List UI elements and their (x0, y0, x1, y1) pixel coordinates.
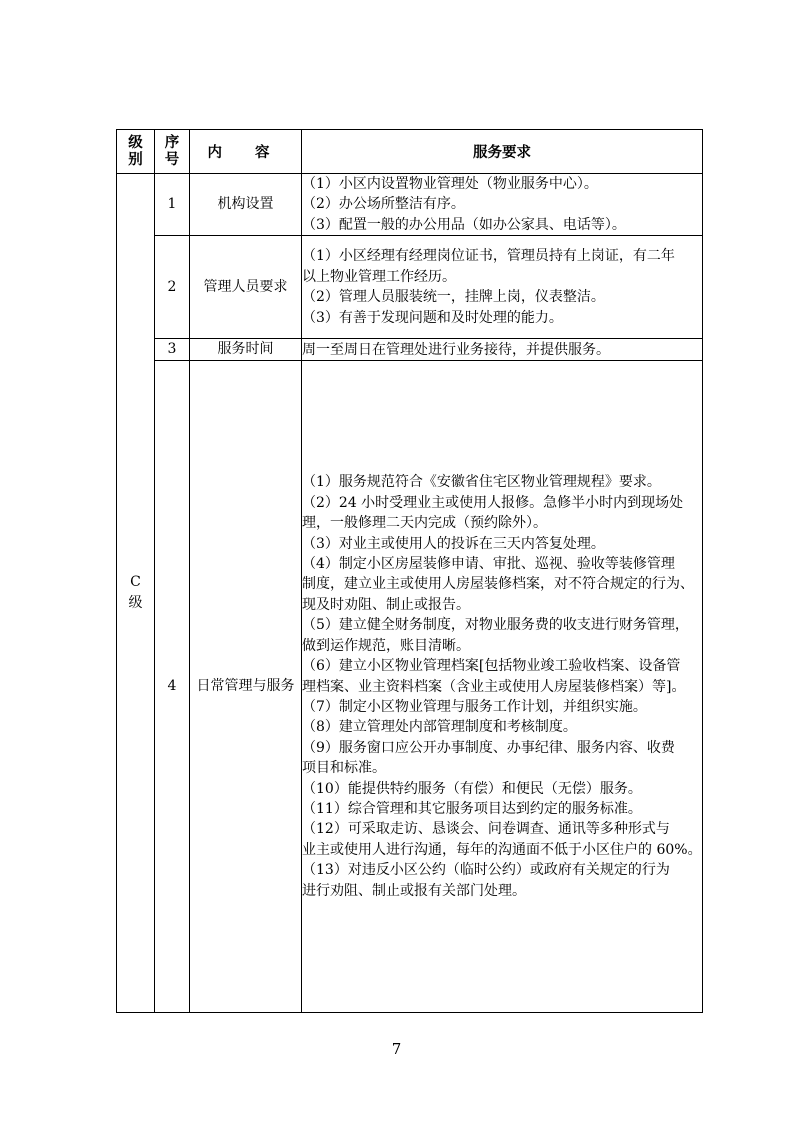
header-grade: 级别 (117, 130, 155, 174)
row-requirement (302, 339, 703, 361)
table-row (117, 339, 703, 361)
requirement-line: （5）建立健全财务制度，对物业服务费的收支进行财务管理， (302, 617, 689, 634)
header-requirement: 服务要求 (302, 130, 703, 174)
row-number: 4 (155, 361, 190, 1013)
requirement-line: 现及时劝阻、制止或报告。 (302, 596, 470, 613)
requirement-line: （9）服务窗口应公开办事制度、办事纪律、服务内容、收费 (302, 739, 675, 756)
requirement-line: 做到运作规范，账目清晰。 (302, 637, 470, 654)
row-requirement (302, 361, 703, 1013)
row-item: 日常管理与服务 (190, 361, 302, 1013)
grade-cell: C级 (117, 174, 155, 1013)
requirement-line: 进行劝阻、制止或报有关部门处理。 (302, 882, 526, 899)
requirement-line: （11）综合管理和其它服务项目达到约定的服务标准。 (302, 800, 642, 817)
requirement-line: （8）建立管理处内部管理制度和考核制度。 (302, 719, 577, 736)
requirement-line: （3）配置一般的办公用品（如办公家具、电话等）。 (302, 216, 626, 233)
table-row (117, 361, 703, 1013)
row-number: 2 (155, 236, 190, 339)
requirement-line: 周一至周日在管理处进行业务接待，并提供服务。 (302, 341, 610, 358)
row-item: 机构设置 (190, 174, 302, 236)
service-standard-table (116, 129, 703, 1013)
requirement-line: （2）办公场所整洁有序。 (302, 196, 465, 213)
page-number: 7 (391, 1040, 402, 1058)
requirement-line: （1）小区内设置物业管理处（物业服务中心）。 (302, 176, 598, 192)
requirement-line: （6）建立小区物业管理档案[包括物业竣工验收档案、设备管 (302, 658, 681, 675)
requirement-line: （3）有善于发现问题和及时处理的能力。 (302, 309, 563, 326)
requirement-line: （1）小区经理有经理岗位证书，管理员持有上岗证，有二年 (302, 248, 675, 265)
requirement-line: （3）对业主或使用人的投诉在三天内答复处理。 (302, 535, 605, 552)
requirement-line: （12）可采取走访、恳谈会、问卷调查、通讯等多种形式与 (302, 821, 670, 838)
requirement-line: 理档案、业主资料档案（含业主或使用人房屋装修档案）等]。 (302, 678, 686, 695)
requirement-line: 制度，建立业主或使用人房屋装修档案，对不符合规定的行为、 (302, 576, 694, 593)
requirement-line: （13）对违反小区公约（临时公约）或政府有关规定的行为 (302, 862, 670, 879)
table-row (117, 174, 703, 236)
row-requirement (302, 174, 703, 236)
row-requirement (302, 236, 703, 339)
requirement-line: （2）24 小时受理业主或使用人报修。急修半小时内到现场处 (302, 494, 684, 511)
requirement-line: 以上物业管理工作经历。 (302, 268, 456, 285)
requirement-line: 项目和标准。 (302, 760, 386, 777)
table-row (117, 236, 703, 339)
row-number: 3 (155, 339, 190, 361)
row-item: 管理人员要求 (190, 236, 302, 339)
table-header-row (117, 130, 703, 174)
header-content: 内 容 (190, 130, 302, 174)
requirement-line: （2）管理人员服装统一，挂牌上岗，仪表整洁。 (302, 289, 605, 306)
requirement-line: （1）服务规范符合《安徽省住宅区物业管理规程》要求。 (302, 474, 661, 491)
row-number: 1 (155, 174, 190, 236)
requirement-line: （10）能提供特约服务（有偿）和便民（无偿）服务。 (302, 780, 642, 797)
header-number: 序号 (155, 130, 190, 174)
requirement-line: （4）制定小区房屋装修申请、审批、巡视、验收等装修管理 (302, 556, 675, 573)
requirement-line: 业主或使用人进行沟通，每年的沟通面不低于小区住户的 60%。 (302, 841, 702, 858)
row-item: 服务时间 (190, 339, 302, 361)
requirement-line: 理，一般修理二天内完成（预约除外）。 (302, 515, 547, 532)
requirement-line: （7）制定小区物业管理与服务工作计划，并组织实施。 (302, 698, 647, 715)
